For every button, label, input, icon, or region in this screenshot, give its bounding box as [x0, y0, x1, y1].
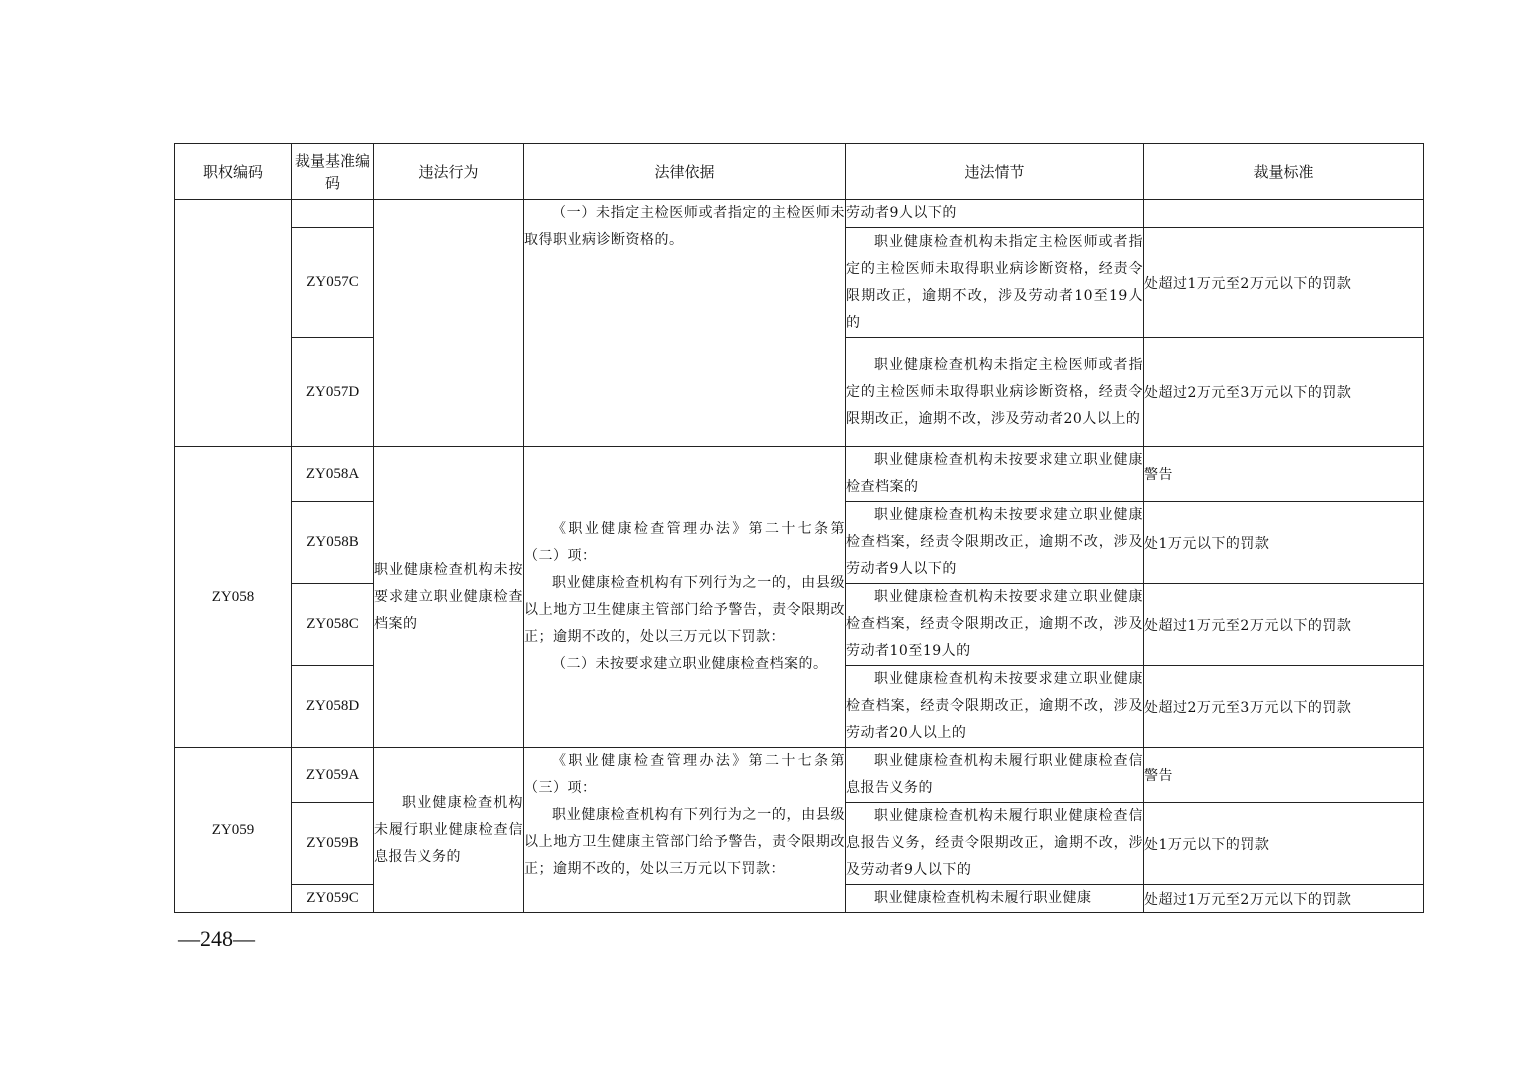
benchmark-code-cell: ZY058D [292, 666, 374, 748]
page-number: —248— [178, 926, 255, 951]
benchmark-code-cell: ZY059B [292, 803, 374, 885]
benchmark-code-cell: ZY058B [292, 502, 374, 584]
benchmark-code-cell: ZY058A [292, 447, 374, 502]
benchmark-code-cell [292, 200, 374, 228]
header-standard: 裁量标准 [1144, 144, 1424, 200]
standard-cell: 处超过1万元至2万元以下的罚款 [1144, 584, 1424, 666]
standard-cell: 处超过2万元至3万元以下的罚款 [1144, 338, 1424, 447]
legal-basis-cell: （一）未指定主检医师或者指定的主检医师未取得职业病诊断资格的。 [524, 200, 846, 447]
standard-cell: 警告 [1144, 748, 1424, 803]
authority-code-cell [175, 200, 292, 447]
authority-code-cell: ZY059 [175, 748, 292, 913]
header-circumstances: 违法情节 [846, 144, 1144, 200]
benchmark-code-cell: ZY059C [292, 885, 374, 913]
header-benchmark-code: 裁量基准编码 [292, 144, 374, 200]
circumstance-cell: 劳动者9人以下的 [846, 200, 1144, 228]
circumstance-cell: 职业健康检查机构未履行职业健康 [846, 885, 1144, 913]
violation-cell: 职业健康检查机构未按要求建立职业健康检查档案的 [374, 447, 524, 748]
circumstance-cell: 职业健康检查机构未按要求建立职业健康检查档案的 [846, 447, 1144, 502]
benchmark-code-cell: ZY057D [292, 338, 374, 447]
header-authority-code: 职权编码 [175, 144, 292, 200]
standard-cell [1144, 200, 1424, 228]
standard-cell: 警告 [1144, 447, 1424, 502]
standard-cell: 处1万元以下的罚款 [1144, 502, 1424, 584]
standard-cell: 处1万元以下的罚款 [1144, 803, 1424, 885]
legal-basis-cell: 《职业健康检查管理办法》第二十七条第（三）项： 职业健康检查机构有下列行为之一的，由县级以上地方卫生健康主管部门给予警告，责令限期改正；逾期不改的，处以三万元以下罚款： [524, 748, 846, 913]
standard-cell: 处超过1万元至2万元以下的罚款 [1144, 885, 1424, 913]
authority-code-cell: ZY058 [175, 447, 292, 748]
table-row [175, 447, 1424, 502]
table-row [175, 748, 1424, 803]
standard-cell: 处超过2万元至3万元以下的罚款 [1144, 666, 1424, 748]
header-legal-basis: 法律依据 [524, 144, 846, 200]
circumstance-cell: 职业健康检查机构未履行职业健康检查信息报告义务，经责令限期改正，逾期不改，涉及劳动者9人以下的 [846, 803, 1144, 885]
legal-basis-cell: 《职业健康检查管理办法》第二十七条第（二）项： 职业健康检查机构有下列行为之一的，由县级以上地方卫生健康主管部门给予警告，责令限期改正；逾期不改的，处以三万元以下罚款： （二）未按要求建立职业健康检查档案的。 [524, 447, 846, 748]
circumstance-cell: 职业健康检查机构未指定主检医师或者指定的主检医师未取得职业病诊断资格，经责令限期改正，逾期不改，涉及劳动者10至19人的 [846, 228, 1144, 338]
table-row [175, 200, 1424, 228]
violation-cell: 职业健康检查机构未履行职业健康检查信息报告义务的 [374, 748, 524, 913]
benchmark-code-cell: ZY057C [292, 228, 374, 338]
circumstance-cell: 职业健康检查机构未履行职业健康检查信息报告义务的 [846, 748, 1144, 803]
circumstance-cell: 职业健康检查机构未按要求建立职业健康检查档案，经责令限期改正，逾期不改，涉及劳动者9人以下的 [846, 502, 1144, 584]
benchmark-code-cell: ZY058C [292, 584, 374, 666]
circumstance-cell: 职业健康检查机构未按要求建立职业健康检查档案，经责令限期改正，逾期不改，涉及劳动者10至19人的 [846, 584, 1144, 666]
header-violation: 违法行为 [374, 144, 524, 200]
penalty-discretion-table [174, 143, 1424, 913]
standard-cell: 处超过1万元至2万元以下的罚款 [1144, 228, 1424, 338]
circumstance-cell: 职业健康检查机构未按要求建立职业健康检查档案，经责令限期改正，逾期不改，涉及劳动者20人以上的 [846, 666, 1144, 748]
violation-cell [374, 200, 524, 447]
benchmark-code-cell: ZY059A [292, 748, 374, 803]
circumstance-cell: 职业健康检查机构未指定主检医师或者指定的主检医师未取得职业病诊断资格，经责令限期改正，逾期不改，涉及劳动者20人以上的 [846, 338, 1144, 447]
header-row [175, 144, 1424, 200]
